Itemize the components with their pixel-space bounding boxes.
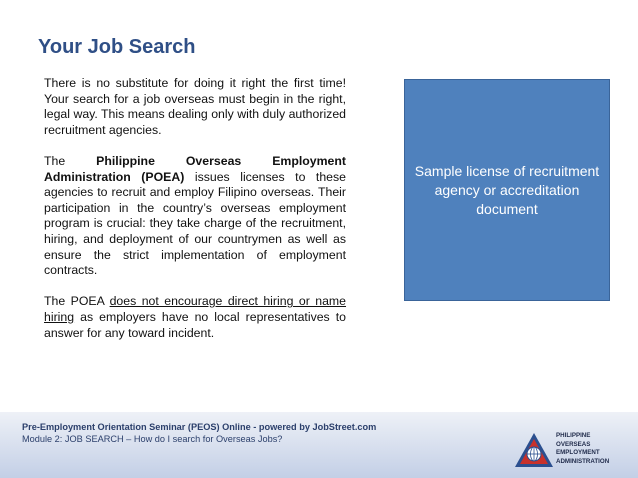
poea-name: Philippine Overseas Employment Administration (POEA) (44, 153, 347, 184)
logo-line-4: ADMINISTRATION (556, 457, 610, 465)
paragraph-2 (44, 154, 346, 279)
direct-hiring-note: does not encourage direct hiring or name hiring (44, 294, 347, 324)
poea-logo-icon (514, 432, 554, 468)
para3-rest: as employers have no local representatives to answer for any toward incident. (44, 309, 346, 340)
para2-rest: issues licenses to these agencies to recruit and employ Filipino overseas. Their participation in the country’s overseas employment program is crucial: they take charge of the recruitment, hiring, and deployment of our countrymen as well as ensure the strict implementation of employment contracts. (44, 169, 346, 278)
sample-license-text: Sample license of recruitment agency or accreditation document (414, 162, 600, 217)
footer-seminar-title: Pre-Employment Orientation Seminar (PEOS) Online - powered by JobStreet.com (22, 422, 377, 432)
paragraph-1: There is no substitute for doing it right the first time! Your search for a job overseas must begin in the right, legal way. This means dealing only with duly authorized recruitment agencies. (44, 76, 346, 137)
logo-line-2: OVERSEAS (556, 440, 591, 448)
slide-body (44, 76, 346, 357)
paragraph-3 (44, 294, 346, 341)
footer-bar (0, 412, 638, 478)
poea-logo-text (556, 432, 609, 466)
para3-lead: The POEA (44, 294, 110, 309)
para2-lead: The (44, 153, 97, 168)
slide-title: Your Job Search (38, 36, 196, 58)
logo-line-3: EMPLOYMENT (556, 449, 600, 456)
sample-license-placeholder (404, 79, 610, 301)
logo-line-1: PHILIPPINE (556, 432, 591, 439)
footer-module-title: Module 2: JOB SEARCH – How do I search for Overseas Jobs? (22, 434, 283, 444)
